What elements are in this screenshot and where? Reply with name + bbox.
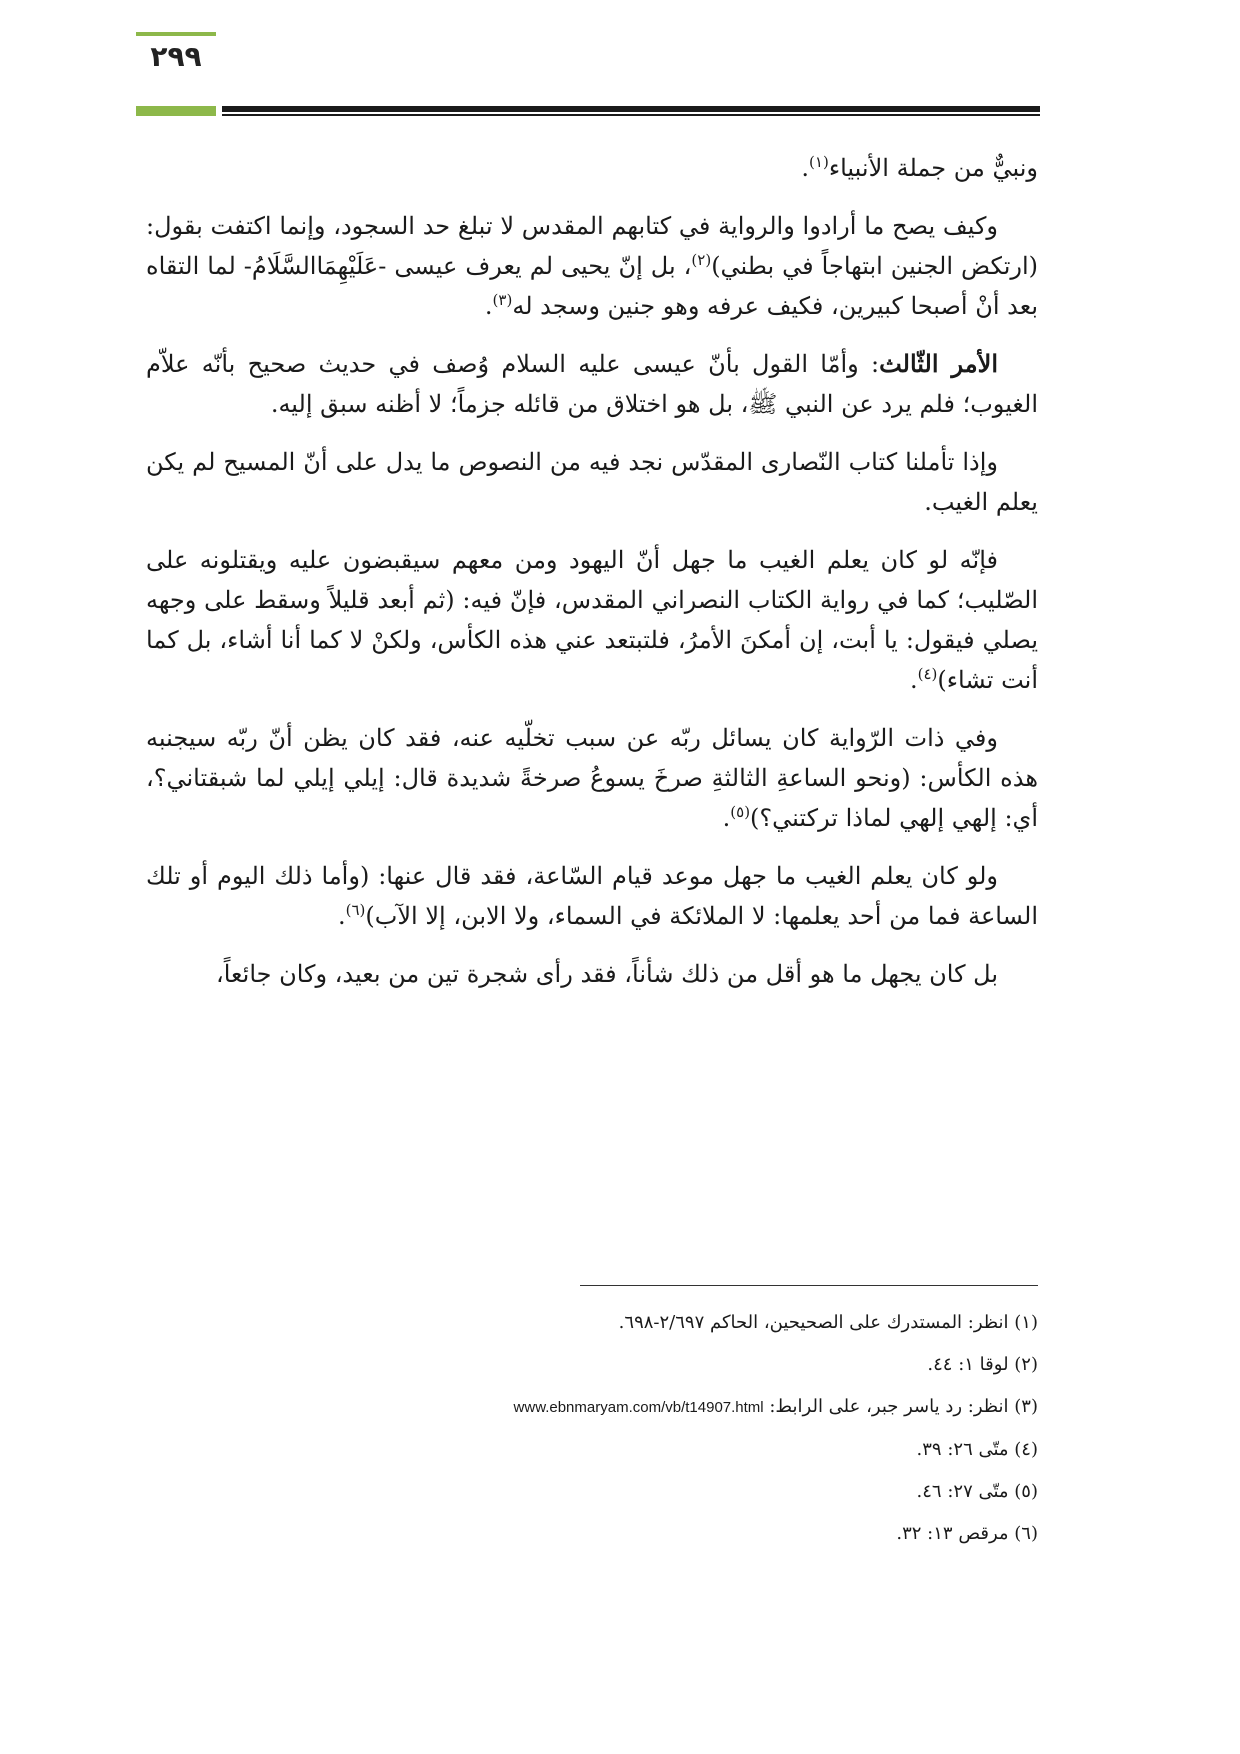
header-green-bar-bottom bbox=[136, 106, 216, 116]
footnote: (٥) متّى ٢٧: ٤٦. bbox=[916, 1481, 1038, 1502]
footnote-ref[interactable]: (٢) bbox=[691, 251, 712, 269]
footnote-separator bbox=[580, 1285, 1038, 1286]
paragraph: ونبيٌّ من جملة الأنبياء$^{(١)}$. bbox=[801, 153, 1038, 182]
footnote-ref[interactable]: (١) bbox=[809, 153, 829, 171]
paragraph: بل كان يجهل ما هو أقل من ذلك شأناً، فقد رأى شجرة تين من بعيد، وكان جائعاً، bbox=[216, 960, 998, 988]
footnote: (٣) انظر: رد ياسر جبر، على الرابط: www.ebnmaryam.com/vb/t14907.html bbox=[513, 1396, 1038, 1417]
header-rule-thin bbox=[222, 114, 1040, 116]
header-rule-thick bbox=[222, 106, 1040, 112]
footnote: (٦) مرقص ١٣: ٣٢. bbox=[896, 1523, 1038, 1544]
footnotes bbox=[146, 1302, 1038, 1555]
paragraph: الأمر الثّالث: وأمّا القول بأنّ عيسى عليه السلام وُصف في حديث صحيح بأنّه علاّم الغيوب؛ فلم يرد عن النبي ﷺ، بل هو اختلاق من قائله جزماً؛ لا أظنه سبق إليه. bbox=[146, 349, 1038, 418]
paragraph: فإنّه لو كان يعلم الغيب ما جهل أنّ اليهود ومن معهم سيقبضون عليه ويقتلونه على الصّليب؛ كما في رواية الكتاب النصراني المقدس، فإنّ فيه: (ثم أبعد قليلاً وسقط على وجهه يصلي فيقول: يا أبت، إن أمكنَ الأمرُ، فلتبتعد عني هذه الكأس، ولكنْ لا كما أنا أشاء، بل كما أنت تشاء)$^{(٤)}$. bbox=[146, 546, 1038, 694]
footnote-ref[interactable]: (٥) bbox=[730, 803, 751, 821]
footnote: (٤) متّى ٢٦: ٣٩. bbox=[916, 1439, 1038, 1460]
footnote: (١) انظر: المستدرك على الصحيحين، الحاكم ٢/٦٩٧-٦٩٨. bbox=[618, 1312, 1038, 1333]
footnote-ref[interactable]: (٤) bbox=[917, 665, 938, 683]
header-green-bar-top bbox=[136, 32, 216, 36]
main-text bbox=[146, 148, 1038, 1012]
footnote-link[interactable]: www.ebnmaryam.com/vb/t14907.html bbox=[513, 1399, 764, 1416]
paragraph: وكيف يصح ما أرادوا والرواية في كتابهم المقدس لا تبلغ حد السجود، وإنما اكتفت بقول: (ارتكض الجنين ابتهاجاً في بطني)$^{(٢)}$، بل إنّ يحيى لم يعرف عيسى -عَلَيْهِمَاالسَّلَامُ- لما التقاه بعد أنْ أصبحا كبيرين، فكيف عرفه وهو جنين وسجد له$^{(٣)}$. bbox=[146, 212, 1039, 320]
footnote-ref[interactable]: (٦) bbox=[345, 901, 366, 919]
page-header bbox=[0, 0, 1240, 130]
paragraph: ولو كان يعلم الغيب ما جهل موعد قيام السّاعة، فقد قال عنها: (وأما ذلك اليوم أو تلك الساعة فما من أحد يعلمها: لا الملائكة في السماء، ولا الابن، إلا الآب)$^{(٦)}$. bbox=[146, 862, 1038, 930]
page-number: ٢٩٩ bbox=[150, 40, 202, 73]
footnote-ref[interactable]: (٣) bbox=[492, 291, 513, 309]
paragraph: وإذا تأملنا كتاب النّصارى المقدّس نجد فيه من النصوص ما يدل على أنّ المسيح لم يكن يعلم الغيب. bbox=[146, 448, 1038, 516]
footnote: (٢) لوقا ١: ٤٤. bbox=[927, 1354, 1038, 1375]
section-heading: الأمر الثّالث bbox=[879, 349, 998, 378]
paragraph: وفي ذات الرّواية كان يسائل ربّه عن سبب تخلّيه عنه، فقد كان يظن أنّ ربّه سيجنبه هذه الكأس: (ونحو الساعةِ الثالثةِ صرخَ يسوعُ صرخةً شديدة قال: إيلي إيلي لما شبقتاني؟، أي: إلهي إلهي لماذا تركتني؟)$^{(٥)}$. bbox=[146, 724, 1038, 832]
